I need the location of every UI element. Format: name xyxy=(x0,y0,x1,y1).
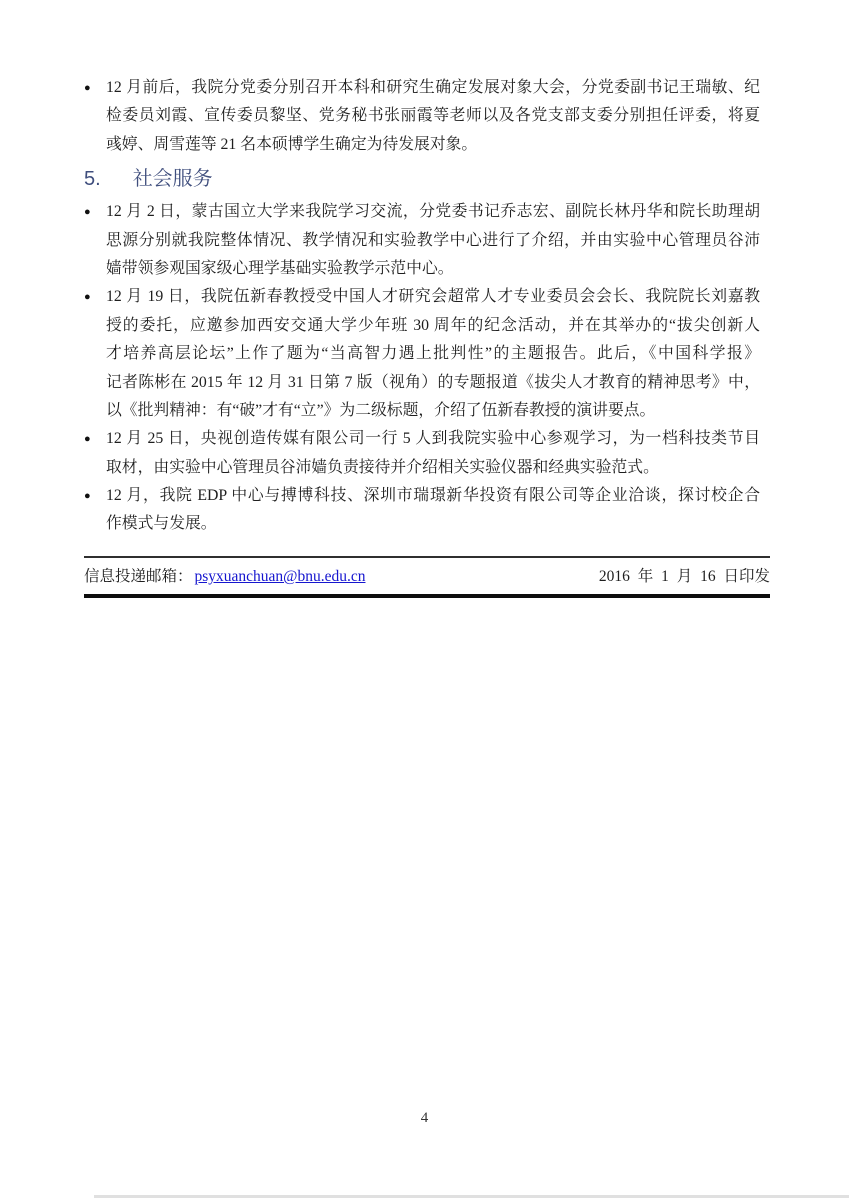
bullet-icon: ● xyxy=(84,490,91,503)
section-bullet-list xyxy=(84,198,760,539)
bullet-text xyxy=(106,425,760,482)
bullet-item xyxy=(84,482,760,539)
bullet-icon: ● xyxy=(84,433,91,446)
text-line: 作模式与发展。 xyxy=(106,515,217,533)
text-line: 12 月 19 日，我院伍新春教授受中国人才研究会超常人才专业委员会会长、我院院长刘嘉教 xyxy=(106,288,760,306)
footer-email-label: 信息投递邮箱： xyxy=(84,568,193,585)
footer-contact xyxy=(84,564,365,586)
bullet-icon: ● xyxy=(84,82,91,94)
pre-section-bullet-list xyxy=(84,74,760,159)
text-line: 彧婷、周雪莲等 21 名本硕博学生确定为待发展对象。 xyxy=(106,135,478,153)
bullet-item xyxy=(84,425,760,482)
print-date: 2016 年 1 月 16 日印发 xyxy=(598,568,770,585)
text-line: 取材，由实验中心管理员谷沛嫱负责接待并介绍相关实验仪器和经典实验范式。 xyxy=(106,458,659,476)
text-line: 授的委托，应邀参加西安交通大学少年班 30 周年的纪念活动，并在其举办的“拔尖创新人 xyxy=(106,316,760,334)
bullet-text xyxy=(106,283,760,425)
bullet-item xyxy=(84,198,760,283)
text-line: 12 月 2 日，蒙古国立大学来我院学习交流，分党委书记乔志宏、副院长林丹华和院长助理胡 xyxy=(106,203,760,221)
text-line: 思源分别就我院整体情况、教学情况和实验教学中心进行了介绍，并由实验中心管理员谷沛 xyxy=(106,231,760,249)
text-line: 12 月前后，我院分党委分别召开本科和研究生确定发展对象大会，分党委副书记王瑞敏、纪 xyxy=(106,79,760,96)
text-line: 12 月，我院 EDP 中心与搏博科技、深圳市瑞璟新华投资有限公司等企业洽谈，探讨校企合 xyxy=(106,487,760,505)
scan-edge-line xyxy=(94,1195,849,1198)
section-heading xyxy=(84,164,760,194)
text-line: 才培养高层论坛”上作了题为“当高智力遇上批判性”的主题报告。此后，《中国科学报》 xyxy=(106,345,760,363)
page-number: 4 xyxy=(420,1110,429,1126)
text-line: 12 月 25 日，央视创造传媒有限公司一行 5 人到我院实验中心参观学习，为一档科技类节目 xyxy=(106,430,760,448)
bullet-text xyxy=(106,482,760,539)
bullet-item xyxy=(84,283,760,425)
text-line: 记者陈彬在 2015 年 12 月 31 日第 7 版（视角）的专题报道《拔尖人才教育的精神思考》中， xyxy=(106,373,760,391)
document-body xyxy=(84,74,760,539)
section-number: 5. xyxy=(84,168,101,191)
section-title: 社会服务 xyxy=(132,168,213,191)
bullet-item xyxy=(84,74,760,159)
text-line: 检委员刘霞、宣传委员黎坚、党务秘书张丽霞等老师以及各党支部支委分别担任评委，将夏 xyxy=(106,107,760,125)
footer-email-link[interactable]: psyxuanchuan@bnu.edu.cn xyxy=(194,568,366,585)
bullet-text xyxy=(106,74,760,159)
bullet-icon: ● xyxy=(84,206,91,219)
text-line: 以《批判精神：有“破”才有“立”》为二级标题，介绍了伍新春教授的演讲要点。 xyxy=(106,401,656,419)
page-footer xyxy=(84,556,770,598)
bullet-icon: ● xyxy=(84,291,91,304)
text-line: 嫱带领参观国家级心理学基础实验教学示范中心。 xyxy=(106,259,454,277)
bullet-text xyxy=(106,198,760,283)
